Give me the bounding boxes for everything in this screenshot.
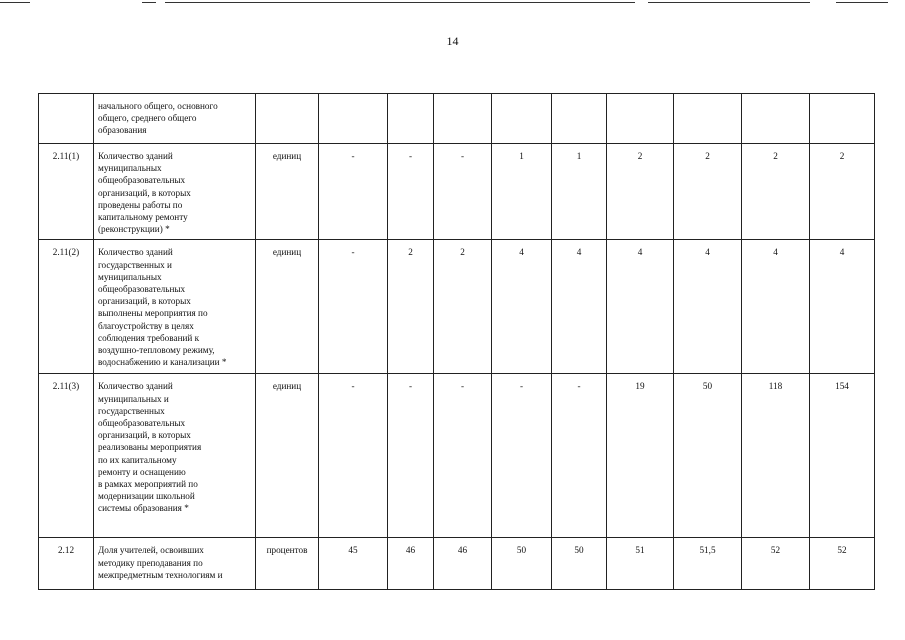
value-cell: 4	[810, 240, 875, 374]
value-cell	[492, 94, 552, 144]
indicator-name-text: Количество зданий муниципальных общеобразовательных организаций, в которых проведены работы по капитальному ремонту (реконструкции) *	[98, 151, 191, 235]
unit-cell: единиц	[256, 374, 319, 538]
value-cell: -	[434, 374, 492, 538]
value-cell: 19	[607, 374, 674, 538]
table-row	[39, 240, 875, 374]
indicator-name	[94, 374, 256, 538]
value-cell: 46	[434, 538, 492, 590]
value-cell: 50	[492, 538, 552, 590]
indicator-name	[94, 240, 256, 374]
indicator-name	[94, 94, 256, 144]
value-cell: 51	[607, 538, 674, 590]
value-cell: -	[388, 144, 434, 240]
value-cell: 2	[742, 144, 810, 240]
row-number: 2.11(2)	[39, 240, 94, 374]
value-cell: 50	[552, 538, 607, 590]
value-cell: 2	[674, 144, 742, 240]
unit-cell: единиц	[256, 240, 319, 374]
value-cell	[742, 94, 810, 144]
table-row	[39, 144, 875, 240]
row-number: 2.12	[39, 538, 94, 590]
table-row	[39, 538, 875, 590]
table-row	[39, 94, 875, 144]
unit-cell: процентов	[256, 538, 319, 590]
value-cell	[674, 94, 742, 144]
value-cell	[319, 94, 388, 144]
value-cell: -	[319, 240, 388, 374]
value-cell: 4	[552, 240, 607, 374]
indicator-name	[94, 538, 256, 590]
value-cell: 50	[674, 374, 742, 538]
value-cell: 4	[492, 240, 552, 374]
indicator-name	[94, 144, 256, 240]
value-cell	[552, 94, 607, 144]
value-cell: 1	[552, 144, 607, 240]
value-cell: 52	[810, 538, 875, 590]
value-cell: 4	[607, 240, 674, 374]
value-cell	[810, 94, 875, 144]
row-number	[39, 94, 94, 144]
value-cell: 4	[742, 240, 810, 374]
value-cell: 45	[319, 538, 388, 590]
indicators-table	[38, 93, 875, 590]
value-cell: 2	[388, 240, 434, 374]
unit-cell	[256, 94, 319, 144]
unit-cell: единиц	[256, 144, 319, 240]
top-rule-3	[165, 2, 635, 3]
indicator-name-text: Количество зданий государственных и муниципальных общеобразовательных организаций, в которых выполнены мероприятия по благоустройству в целях соблюдения требований к воздушно-тепловому режиму, водоснабжению и канализации *	[98, 247, 227, 368]
row-number: 2.11(3)	[39, 374, 94, 538]
value-cell: 4	[674, 240, 742, 374]
value-cell	[388, 94, 434, 144]
row-number: 2.11(1)	[39, 144, 94, 240]
top-rule-2	[142, 2, 156, 3]
value-cell	[434, 94, 492, 144]
top-rule-5	[836, 2, 888, 3]
value-cell	[607, 94, 674, 144]
value-cell: 2	[607, 144, 674, 240]
value-cell: 52	[742, 538, 810, 590]
value-cell: -	[552, 374, 607, 538]
value-cell: 1	[492, 144, 552, 240]
indicator-name-text: Доля учителей, освоивших методику преподавания по межпредметным технологиям и	[98, 545, 223, 580]
top-rule-1	[0, 2, 30, 3]
value-cell: 154	[810, 374, 875, 538]
value-cell: 2	[810, 144, 875, 240]
value-cell: -	[492, 374, 552, 538]
value-cell: -	[319, 374, 388, 538]
indicator-name-text: начального общего, основного общего, среднего общего образования	[98, 101, 218, 136]
value-cell: 2	[434, 240, 492, 374]
page-number: 14	[446, 34, 459, 48]
top-rule-4	[648, 2, 810, 3]
indicator-name-text: Количество зданий муниципальных и государственных общеобразовательных организаций, в которых реализованы мероприятия по их капитальному ремонту и оснащению в рамках мероприятий по модернизации школьной системы образования *	[98, 381, 202, 514]
value-cell: -	[319, 144, 388, 240]
value-cell: -	[434, 144, 492, 240]
value-cell: 51,5	[674, 538, 742, 590]
table-row	[39, 374, 875, 538]
value-cell: 46	[388, 538, 434, 590]
value-cell: 118	[742, 374, 810, 538]
value-cell: -	[388, 374, 434, 538]
